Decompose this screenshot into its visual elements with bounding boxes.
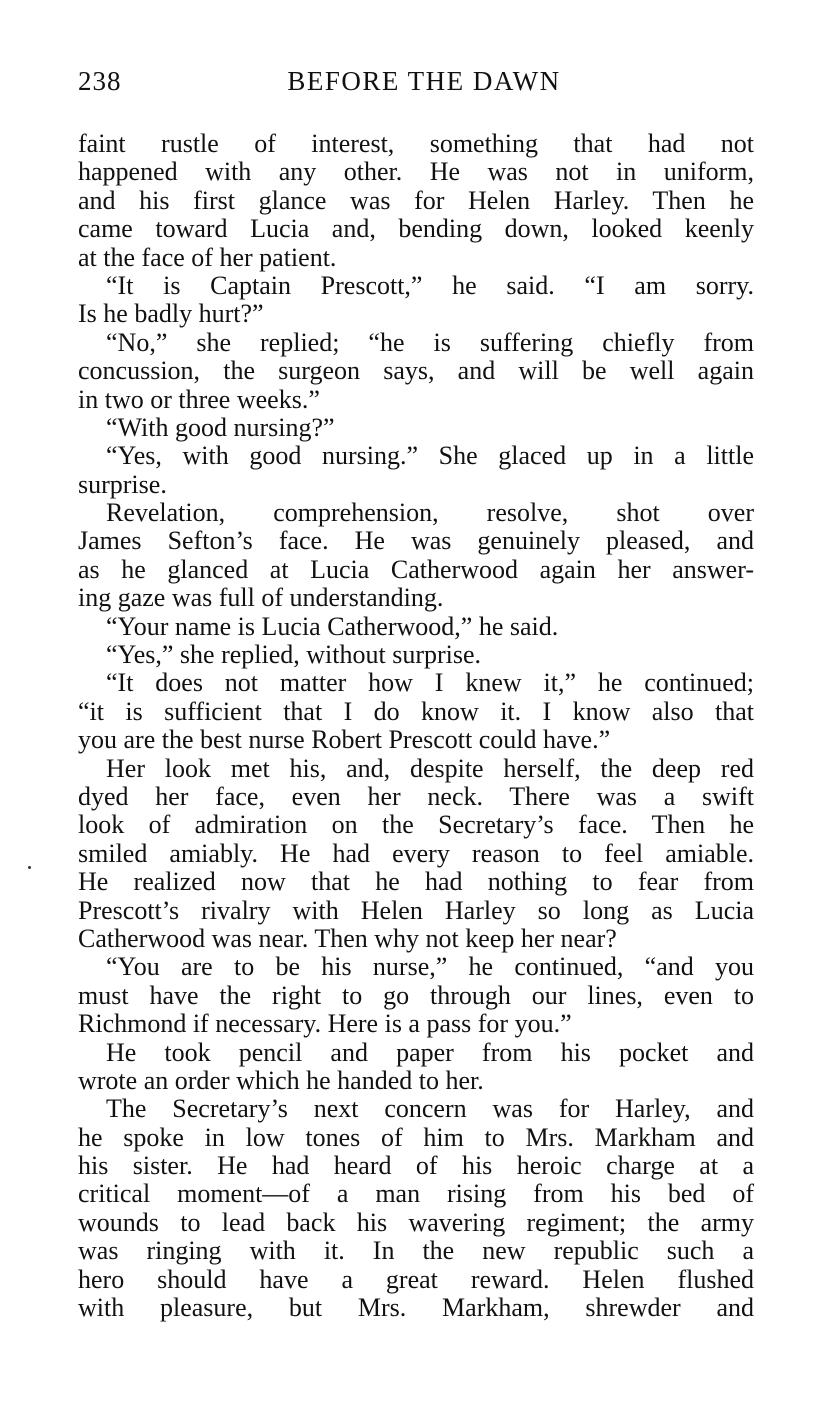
print-speck <box>28 866 31 869</box>
text-line: “Yes, with good nursing.” She glaced up in a little <box>106 441 754 471</box>
text-line: He took pencil and paper from his pocket and <box>106 1037 754 1067</box>
text-line: The Secretary’s next concern was for Harley, and <box>106 1094 754 1124</box>
page-number: 238 <box>78 66 122 96</box>
text-line: at the face of her patient. <box>78 242 337 272</box>
text-line: Her look met his, and, despite herself, the deep red <box>106 753 754 783</box>
running-title: BEFORE THE DAWN <box>287 66 561 96</box>
text-line: must have the right to go through our lines, even to <box>78 980 754 1010</box>
text-line: happened with any other. He was not in uniform, <box>78 157 754 187</box>
text-line: with pleasure, but Mrs. Markham, shrewder and <box>78 1293 754 1323</box>
text-line: his sister. He had heard of his heroic charge at a <box>78 1151 754 1181</box>
text-line: he spoke in low tones of him to Mrs. Markham and <box>78 1122 754 1152</box>
text-line: “No,” she replied; “he is suffering chiefly from <box>106 327 754 357</box>
text-line: Catherwood was near. Then why not keep her near? <box>78 923 617 953</box>
text-line: critical moment—of a man rising from his bed of <box>78 1179 754 1209</box>
text-line: Is he badly hurt?” <box>78 299 264 329</box>
text-line: faint rustle of interest, something that had not <box>78 129 754 158</box>
text-line: “With good nursing?” <box>106 412 335 442</box>
text-line: “Yes,” she replied, without surprise. <box>106 640 482 670</box>
text-line: hero should have a great reward. Helen flushed <box>78 1264 754 1294</box>
text-line: in two or three weeks.” <box>78 384 320 414</box>
text-line: and his first glance was for Helen Harley. Then he <box>78 185 754 215</box>
text-line: smiled amiably. He had every reason to feel amiable. <box>78 838 754 868</box>
text-line: wrote an order which he handed to her. <box>78 1065 484 1095</box>
body-text <box>78 130 754 1322</box>
text-line: Prescott’s rivalry with Helen Harley so long as Lucia <box>78 895 754 925</box>
text-line: “It is Captain Prescott,” he said. “I am sorry. <box>106 270 754 300</box>
text-line: ing gaze was full of understanding. <box>78 583 444 613</box>
text-line: concussion, the surgeon says, and will be well again <box>78 356 754 386</box>
text-line: “It does not matter how I knew it,” he continued; <box>106 668 754 698</box>
text-line: Revelation, comprehension, resolve, shot over <box>106 498 754 528</box>
text-line: you are the best nurse Robert Prescott could have.” <box>78 725 611 755</box>
text-line: James Sefton’s face. He was genuinely pleased, and <box>78 526 754 556</box>
text-line: “Your name is Lucia Catherwood,” he said. <box>106 611 559 641</box>
text-line: as he glanced at Lucia Catherwood again her answer- <box>78 554 754 584</box>
text-line: Richmond if necessary. Here is a pass for you.” <box>78 1009 572 1039</box>
text-line: wounds to lead back his wavering regiment; the army <box>78 1207 754 1237</box>
text-line: came toward Lucia and, bending down, looked keenly <box>78 214 754 244</box>
text-line: look of admiration on the Secretary’s face. Then he <box>78 810 754 840</box>
text-line: He realized now that he had nothing to fear from <box>78 867 754 897</box>
running-head <box>78 66 754 100</box>
text-line: surprise. <box>78 469 167 499</box>
text-line: dyed her face, even her neck. There was a swift <box>78 781 754 811</box>
text-line: “You are to be his nurse,” he continued, “and you <box>106 952 754 982</box>
text-line: was ringing with it. In the new republic such a <box>78 1236 754 1266</box>
text-line: “it is sufficient that I do know it. I know also that <box>78 696 754 726</box>
